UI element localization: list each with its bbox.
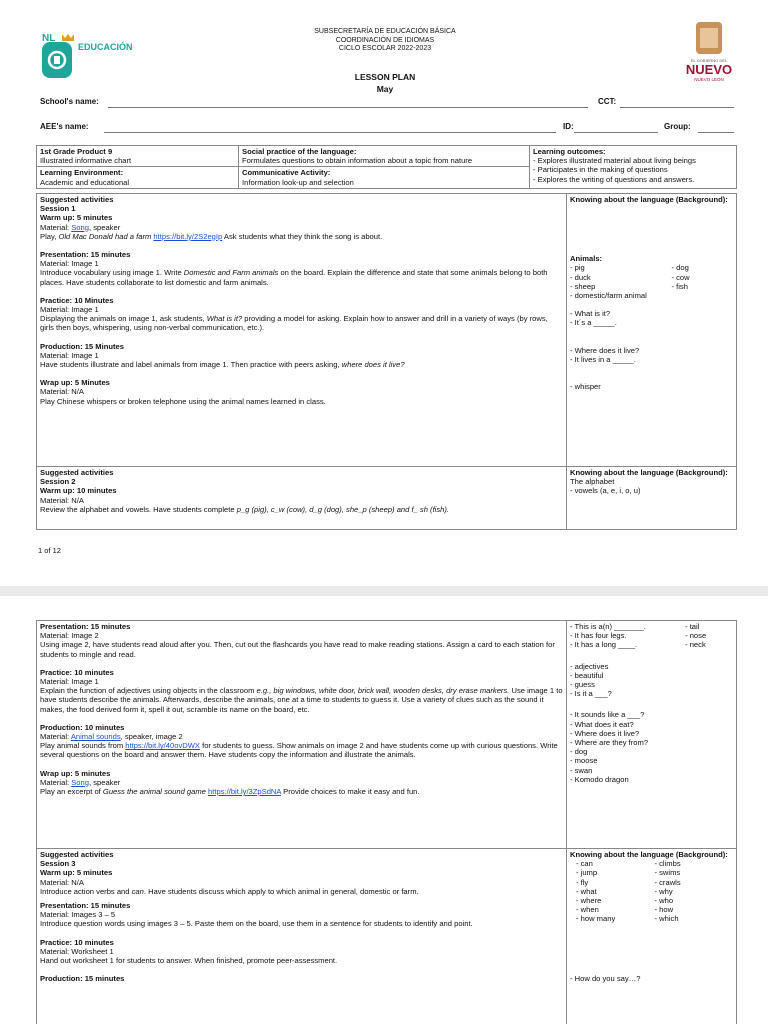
s1-warm-material: Material: Song, speaker: [40, 222, 121, 232]
social-practice: Formulates questions to obtain information about a topic from nature: [242, 156, 473, 166]
p2-wrap-text: Play an excerpt of Guess the animal sound game https://bit.ly/3ZpSdNA Provide choices to make it easy and fun.: [40, 787, 420, 797]
s1-prod-text: Have students illustrate and label animals from image 1. Then practice with peers asking, where does it live?: [40, 360, 405, 370]
q-what-is-it: - What is it?: [570, 309, 611, 319]
s2-session: Session 2: [40, 477, 76, 487]
session-2-continued-activities: [37, 621, 567, 849]
info-table: [36, 145, 737, 189]
learning-outcomes-label: Learning outcomes:: [533, 147, 606, 156]
communicative-activity: Information look-up and selection: [242, 177, 354, 187]
cct-line[interactable]: [620, 107, 734, 108]
s1-session: Session 1: [40, 204, 76, 214]
s3-prac-text: Hand out worksheet 1 for students to answer. When finished, promote peer-assessment.: [40, 956, 338, 966]
outcome-1: - Explores illustrated material about living beings: [533, 156, 696, 166]
month: May: [376, 84, 394, 94]
session-2-continued-table: [36, 620, 737, 1024]
header-line-2: COORDINACIÓN DE IDIOMAS: [335, 36, 435, 44]
s3-prac-material: Material: Worksheet 1: [40, 946, 114, 956]
s1-prac-material: Material: Image 1: [40, 305, 99, 315]
logo-educacion-text: EDUCACIÓN: [78, 42, 133, 52]
page-number: 1 of 12: [38, 546, 61, 555]
session-2-continued-background: [567, 621, 737, 849]
verbs-question-words: - can - jump - fly - what - where - when - how many - climbs - swims - crawls - why - who - how - which: [576, 859, 681, 924]
animals-label: Animals:: [570, 254, 603, 264]
group-label: Group:: [664, 122, 691, 131]
p2-wrap-material: Material: Song, speaker: [40, 777, 121, 787]
logo-sub-text: NUEVO LEÓN: [694, 77, 724, 82]
p2-prac-text: Explain the function of adjectives using objects in the classroom e.g., big windows, white door, brick wall, wooden desks, dry erase markers. Use image 1 to have students describe the animals. Afterwards, describe the animals, one at a time to students to guess it. Use a variety of clues such as the sound it makes, the food derived form it, spell it out, scramble its name on the board, etc.: [40, 686, 563, 714]
s1-wrap-material: Material: N/A: [40, 387, 84, 397]
adjectives-list: - adjectives - beautiful - guess - Is it a ___?: [570, 661, 612, 699]
learning-outcomes-cell: [530, 146, 737, 189]
s1-wrap-text: Play Chinese whispers or broken telephone using the animal names learned in class.: [40, 396, 326, 406]
s3-suggested: Suggested activities: [40, 850, 114, 859]
social-practice-cell: [239, 146, 530, 167]
s3-prac-title: Practice: 10 minutes: [40, 937, 114, 947]
logo-nl-text: NL: [42, 33, 56, 44]
p2-prod-title: Production: 10 minutes: [40, 722, 125, 732]
s3-warm-title: Warm up: 5 minutes: [40, 868, 113, 878]
describe-list: - This is a(n) _______. - It has four legs. - It has a long ____. - tail - nose - neck: [570, 622, 707, 650]
s3-background-title: Knowing about the language (Background):: [570, 850, 728, 859]
animal-sounds-url-link[interactable]: https://bit.ly/40ovDWX: [125, 741, 200, 751]
questions-list: - It sounds like a ___? - What does it eat? - Where does it live? - Where are they from? - dog - moose - swan - Komodo dragon: [570, 710, 649, 784]
s1-prac-title: Practice: 10 Minutes: [40, 295, 114, 305]
id-label: ID:: [563, 122, 574, 131]
guess-game-link[interactable]: https://bit.ly/3ZpSdNA: [208, 787, 282, 797]
s1-prod-material: Material: Image 1: [40, 350, 99, 360]
s1-warm-text: Play, Old Mac Donald had a farm https://bit.ly/2S2egIp Ask students what they think the song is about.: [40, 231, 383, 241]
p2-wrap-title: Wrap up: 5 minutes: [40, 768, 111, 778]
animals-list: - pig - duck - sheep - dog - cow - fish: [570, 263, 690, 291]
s3-warm-text: Introduce action verbs and can. Have students discuss which apply to which animal in general, domestic or farm.: [40, 886, 419, 896]
logo-nuevo-text: NUEVO: [685, 62, 733, 77]
s3-session: Session 3: [40, 859, 76, 869]
lesson-plan-title: [230, 71, 540, 95]
s2-warm-title: Warm up: 10 minutes: [40, 486, 117, 496]
nuevo-leon-logo: [676, 22, 742, 84]
s1-background-title: Knowing about the language (Background):: [570, 195, 728, 204]
s1-prac-text: Displaying the animals on image 1, ask students, What is it? providing a model for asking. Explain how to answer and drill in a variety of ways (by rows, girls then boys, whispering, using non-verbal communication, etc.).: [40, 314, 548, 333]
outcome-3: - Explores the writing of questions and answers.: [533, 174, 695, 184]
grade: 1st Grade Product 9: [40, 147, 113, 156]
song-link[interactable]: Song: [71, 222, 89, 232]
title: LESSON PLAN: [354, 72, 416, 82]
s3-pres-title: Presentation: 15 minutes: [40, 901, 131, 911]
p2-pres-material: Material: Image 2: [40, 631, 99, 641]
school-name-label: School's name:: [40, 97, 99, 106]
group-line[interactable]: [698, 132, 734, 133]
grade-cell: [37, 146, 239, 167]
s2-background-title: Knowing about the language (Background):: [570, 468, 728, 477]
s2-warm-material: Material: N/A: [40, 495, 84, 505]
header-lines: [230, 28, 540, 54]
aee-name-line[interactable]: [104, 132, 556, 133]
communicative-activity-cell: [239, 167, 530, 188]
outcome-2: - Participates in the making of questions: [533, 165, 668, 175]
header-line-1: SUBSECRETARÍA DE EDUCACIÓN BÁSICA: [314, 28, 456, 35]
s1-pres-material: Material: Image 1: [40, 259, 99, 269]
environment-label: Learning Environment:: [40, 168, 124, 178]
page-2: [0, 596, 768, 1024]
s1-pres-title: Presentation: 15 minutes: [40, 250, 131, 260]
song-url-link[interactable]: https://bit.ly/2S2egIp: [153, 231, 223, 241]
communicative-activity-label: Communicative Activity:: [242, 168, 331, 178]
school-name-line[interactable]: [108, 107, 588, 108]
s3-warm-material: Material: N/A: [40, 877, 84, 887]
s2-warm-text: Review the alphabet and vowels. Have students complete p_g (pig), c_w (cow), d_g (dog), she_p (sheep) and f_ sh (fish).: [40, 504, 450, 514]
p2-prac-material: Material: Image 1: [40, 677, 99, 687]
nl-educacion-logo: [40, 32, 150, 80]
alphabet: The alphabet: [570, 477, 615, 487]
p2-prod-text: Play animal sounds from https://bit.ly/40ovDWX for students to guess. Show animals on image 2 and have students come up with curious questions. Write several questions on the board and answer them. Have students copy the information and illustrate the animals.: [40, 741, 558, 760]
vowels: - vowels (a, e, i, o, u): [570, 486, 641, 496]
s3-pres-material: Material: Images 3 – 5: [40, 910, 116, 920]
s1-suggested: Suggested activities: [40, 195, 114, 204]
session-2-activities: [37, 467, 567, 530]
session-2-background: [567, 467, 737, 530]
id-line[interactable]: [574, 132, 658, 133]
q-lives-in: - It lives in a _____.: [570, 354, 636, 364]
session-3-background: [567, 849, 737, 1024]
s3-prod-title: Production: 15 minutes: [40, 974, 125, 984]
s1-warm-title: Warm up: 5 minutes: [40, 213, 113, 223]
aee-name-label: AEE's name:: [40, 122, 89, 131]
p2-prac-title: Practice: 10 minutes: [40, 667, 114, 677]
logo-top-text: EL GOBIERNO DEL: [690, 58, 728, 63]
s3-pres-text: Introduce question words using images 3 – 5. Paste them on the board, use them in a sentence for students to identify and point.: [40, 919, 473, 929]
q-where-live: - Where does it live?: [570, 345, 640, 355]
session-3-activities: [37, 849, 567, 1024]
s1-pres-text: Introduce vocabulary using image 1. Write Domestic and Farm animals on the board. Explain the difference and state that some animals belong to both places. Have students collaborate to list domestic and farm animals.: [40, 268, 548, 287]
p2-pres-title: Presentation: 15 minutes: [40, 622, 131, 631]
session-1-background: [567, 194, 737, 467]
s1-prod-title: Production: 15 Minutes: [40, 341, 124, 351]
environment-cell: [37, 167, 239, 188]
s2-suggested: Suggested activities: [40, 468, 114, 477]
social-practice-label: Social practice of the language:: [242, 147, 357, 156]
q-its-a: - It´s a _____.: [570, 318, 617, 328]
s1-wrap-title: Wrap up: 5 Minutes: [40, 378, 110, 388]
session-1-activities: [37, 194, 567, 467]
domestic-farm: - domestic/farm animal: [570, 291, 647, 301]
cct-label: CCT:: [598, 97, 617, 106]
session-1-table: [36, 193, 737, 530]
song-link-2[interactable]: Song: [71, 777, 89, 787]
p2-prod-material: Material: Animal sounds, speaker, image 2: [40, 732, 183, 742]
p2-pres-text: Using image 2, have students read aloud after you. Then, cut out the flashcards you have read to make reading stations. Assign a card to each station for students to mingle and read.: [40, 640, 555, 659]
how-do-you-say: - How do you say…?: [570, 973, 641, 983]
environment: Academic and educational: [40, 177, 130, 187]
animal-sounds-link[interactable]: Animal sounds: [70, 732, 121, 742]
header-line-3: CICLO ESCOLAR 2022-2023: [338, 45, 432, 52]
whisper: - whisper: [570, 382, 601, 392]
product: Illustrated informative chart: [40, 156, 132, 166]
